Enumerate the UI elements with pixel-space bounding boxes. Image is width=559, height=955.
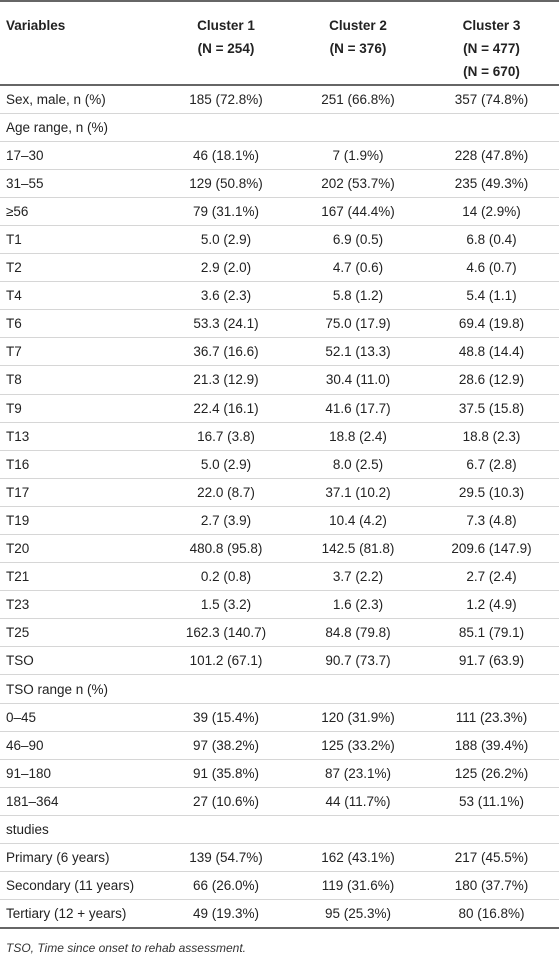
table-row — [0, 815, 559, 843]
cell-cluster-2: 8.0 (2.5) — [332, 456, 384, 472]
cell-cluster-3: 111 (23.3%) — [455, 709, 528, 725]
cell-cluster-3: 18.8 (2.3) — [462, 428, 521, 444]
cell-cluster-1: 5.0 (2.9) — [200, 232, 252, 248]
cell-cluster-3: 6.8 (0.4) — [466, 232, 517, 248]
cell-cluster-2: 5.8 (1.2) — [332, 288, 384, 304]
row-label: T2 — [6, 260, 22, 276]
row-label: T1 — [6, 232, 22, 248]
table-row — [0, 113, 559, 141]
table-row — [0, 872, 559, 900]
cell-cluster-1: 36.7 (16.6) — [193, 344, 259, 360]
cell-cluster-2: 167 (44.4%) — [321, 203, 395, 219]
row-label: Age range, n (%) — [6, 119, 109, 135]
cell-cluster-3: 125 (26.2%) — [454, 765, 529, 781]
cell-cluster-2: 18.8 (2.4) — [329, 428, 387, 444]
cell-cluster-3: 357 (74.8%) — [454, 91, 529, 107]
table-row — [0, 141, 559, 169]
cell-cluster-1: 129 (50.8%) — [189, 175, 263, 191]
cell-cluster-1: 49 (19.3%) — [192, 906, 260, 922]
row-label: 181–364 — [6, 793, 59, 809]
table-row — [0, 394, 559, 422]
cell-cluster-2: 119 (31.6%) — [321, 878, 395, 894]
table-row — [0, 169, 559, 197]
cell-cluster-2: 120 (31.9%) — [321, 709, 395, 725]
row-label: T4 — [6, 288, 22, 304]
table-row — [0, 422, 559, 450]
cell-cluster-3: 29.5 (10.3) — [458, 484, 525, 500]
table-row — [0, 282, 559, 310]
cell-cluster-3: 6.7 (2.8) — [466, 456, 517, 472]
row-label: T16 — [6, 456, 30, 472]
row-label: 91–180 — [6, 765, 52, 781]
table-row — [0, 197, 559, 225]
cell-cluster-2: 142.5 (81.8) — [321, 541, 395, 557]
cell-cluster-3: 209.6 (147.9) — [451, 541, 532, 557]
cell-cluster-3 — [424, 675, 559, 703]
table-row — [0, 900, 559, 928]
row-label: 17–30 — [6, 147, 44, 163]
cell-cluster-1: 27 (10.6%) — [192, 793, 260, 809]
cell-cluster-1: 22.0 (8.7) — [197, 484, 255, 500]
cell-cluster-2: 1.6 (2.3) — [332, 597, 384, 613]
cell-cluster-1: 3.6 (2.3) — [200, 288, 252, 304]
row-label: Primary (6 years) — [6, 850, 110, 866]
cell-cluster-1: 22.4 (16.1) — [193, 400, 259, 416]
cell-cluster-1: 2.9 (2.0) — [200, 260, 252, 276]
cell-cluster-1: 480.8 (95.8) — [189, 541, 263, 557]
row-label: Secondary (11 years) — [6, 878, 135, 894]
row-label: T17 — [6, 484, 30, 500]
table-row — [0, 563, 559, 591]
table-row — [0, 647, 559, 675]
cell-cluster-1: 101.2 (67.1) — [189, 653, 263, 669]
row-label: TSO — [6, 653, 34, 669]
cell-cluster-1: 97 (38.2%) — [192, 737, 260, 753]
cell-cluster-2: 90.7 (73.7) — [325, 653, 391, 669]
row-label: 46–90 — [6, 737, 44, 753]
cell-cluster-3: 180 (37.7%) — [454, 878, 529, 894]
table-row — [0, 675, 559, 703]
row-label: 0–45 — [6, 709, 37, 725]
cell-cluster-3: 14 (2.9%) — [462, 203, 521, 219]
cell-cluster-3: 2.7 (2.4) — [466, 569, 517, 585]
cell-cluster-3: 5.4 (1.1) — [466, 288, 517, 304]
cell-cluster-1 — [160, 675, 292, 703]
cell-cluster-2: 30.4 (11.0) — [325, 372, 391, 388]
row-label: T19 — [6, 512, 30, 528]
table-header — [0, 1, 559, 85]
table-row — [0, 254, 559, 282]
table-row — [0, 619, 559, 647]
cell-cluster-3: 188 (39.4%) — [454, 737, 529, 753]
cluster-2-n: (N = 376) — [329, 41, 387, 56]
cell-cluster-1 — [160, 113, 292, 141]
header-variables: Variables — [6, 18, 66, 33]
cell-cluster-1: 79 (31.1%) — [192, 203, 260, 219]
cell-cluster-1: 21.3 (12.9) — [193, 372, 259, 388]
cluster-1-title: Cluster 1 — [197, 18, 255, 33]
row-label: Sex, male, n (%) — [6, 91, 106, 107]
table-row — [0, 759, 559, 787]
cell-cluster-1: 139 (54.7%) — [189, 850, 263, 866]
cell-cluster-3: 7.3 (4.8) — [466, 512, 517, 528]
cell-cluster-2: 3.7 (2.2) — [332, 569, 384, 585]
cell-cluster-2: 4.7 (0.6) — [332, 260, 384, 276]
header-cluster-3 — [424, 1, 559, 85]
cell-cluster-2: 7 (1.9%) — [332, 147, 384, 163]
table-row — [0, 310, 559, 338]
cell-cluster-3 — [424, 815, 559, 843]
row-label: T25 — [6, 625, 30, 641]
cell-cluster-2: 44 (11.7%) — [325, 793, 391, 809]
row-label: T8 — [6, 372, 22, 388]
cell-cluster-3 — [424, 113, 559, 141]
cell-cluster-2: 41.6 (17.7) — [325, 400, 391, 416]
cell-cluster-2: 10.4 (4.2) — [329, 512, 387, 528]
cell-cluster-2: 162 (43.1%) — [321, 850, 395, 866]
cell-cluster-2: 125 (33.2%) — [321, 737, 395, 753]
row-label: T21 — [6, 569, 30, 585]
row-label: T6 — [6, 316, 22, 332]
cell-cluster-3: 37.5 (15.8) — [458, 400, 525, 416]
row-label: 31–55 — [6, 175, 44, 191]
table-row — [0, 844, 559, 872]
cell-cluster-3: 91.7 (63.9) — [458, 653, 525, 669]
cell-cluster-1: 66 (26.0%) — [192, 878, 260, 894]
table-row — [0, 338, 559, 366]
table-row — [0, 225, 559, 253]
cell-cluster-1: 16.7 (3.8) — [197, 428, 255, 444]
header-row — [0, 1, 559, 85]
cell-cluster-3: 217 (45.5%) — [454, 850, 529, 866]
table-row — [0, 591, 559, 619]
cell-cluster-1: 162.3 (140.7) — [185, 625, 267, 641]
table-row — [0, 787, 559, 815]
cluster-2-title: Cluster 2 — [329, 18, 387, 33]
cell-cluster-3: 235 (49.3%) — [454, 175, 529, 191]
cell-cluster-2: 52.1 (13.3) — [325, 344, 391, 360]
cluster-3-title: Cluster 3 — [462, 18, 521, 33]
table-row — [0, 506, 559, 534]
header-cluster-2 — [292, 1, 424, 85]
cell-cluster-3: 28.6 (12.9) — [458, 372, 525, 388]
cell-cluster-2: 75.0 (17.9) — [325, 316, 391, 332]
cell-cluster-1: 2.7 (3.9) — [200, 512, 252, 528]
row-label: studies — [6, 821, 49, 837]
table-row — [0, 450, 559, 478]
cluster-3-n-secondary: (N = 670) — [463, 64, 520, 79]
cell-cluster-2: 6.9 (0.5) — [332, 232, 384, 248]
cell-cluster-2: 87 (23.1%) — [324, 765, 392, 781]
cell-cluster-1: 1.5 (3.2) — [200, 597, 252, 613]
cell-cluster-2: 202 (53.7%) — [321, 175, 395, 191]
cell-cluster-1: 46 (18.1%) — [192, 147, 260, 163]
cell-cluster-3: 80 (16.8%) — [458, 906, 525, 922]
table-body — [0, 85, 559, 928]
cell-cluster-1: 185 (72.8%) — [189, 91, 263, 107]
cell-cluster-2: 95 (25.3%) — [324, 906, 392, 922]
cell-cluster-1: 5.0 (2.9) — [200, 456, 252, 472]
table-row — [0, 366, 559, 394]
table-row — [0, 478, 559, 506]
row-label: T13 — [6, 428, 30, 444]
cell-cluster-3: 69.4 (19.8) — [458, 316, 525, 332]
cell-cluster-3: 48.8 (14.4) — [458, 344, 525, 360]
row-label: T9 — [6, 400, 22, 416]
cell-cluster-1: 0.2 (0.8) — [200, 569, 252, 585]
cell-cluster-3: 4.6 (0.7) — [466, 260, 517, 276]
table-row — [0, 703, 559, 731]
row-label: TSO range n (%) — [6, 681, 109, 697]
cell-cluster-3: 228 (47.8%) — [454, 147, 529, 163]
cell-cluster-1: 53.3 (24.1) — [193, 316, 259, 332]
cell-cluster-3: 53 (11.1%) — [458, 793, 525, 809]
row-label: ≥56 — [6, 203, 29, 219]
cell-cluster-2: 37.1 (10.2) — [325, 484, 391, 500]
cell-cluster-3: 85.1 (79.1) — [458, 625, 525, 641]
table-row — [0, 731, 559, 759]
cell-cluster-1: 91 (35.8%) — [192, 765, 260, 781]
row-label: T20 — [6, 541, 30, 557]
cell-cluster-3: 1.2 (4.9) — [466, 597, 517, 613]
cell-cluster-2 — [292, 815, 424, 843]
cluster-3-n: (N = 477) — [463, 41, 520, 56]
row-label: T23 — [6, 597, 30, 613]
table-row — [0, 85, 559, 113]
cell-cluster-2 — [292, 675, 424, 703]
cell-cluster-2: 251 (66.8%) — [321, 91, 395, 107]
table-row — [0, 535, 559, 563]
cell-cluster-2: 84.8 (79.8) — [325, 625, 391, 641]
cell-cluster-1 — [160, 815, 292, 843]
cell-cluster-2 — [292, 113, 424, 141]
cell-cluster-1: 39 (15.4%) — [192, 709, 260, 725]
cluster-1-n: (N = 254) — [197, 41, 255, 56]
row-label: Tertiary (12 + years) — [6, 906, 127, 922]
row-label: T7 — [6, 344, 22, 360]
table-footnote: TSO, Time since onset to rehab assessment. — [6, 940, 246, 955]
header-cluster-1 — [160, 1, 292, 85]
